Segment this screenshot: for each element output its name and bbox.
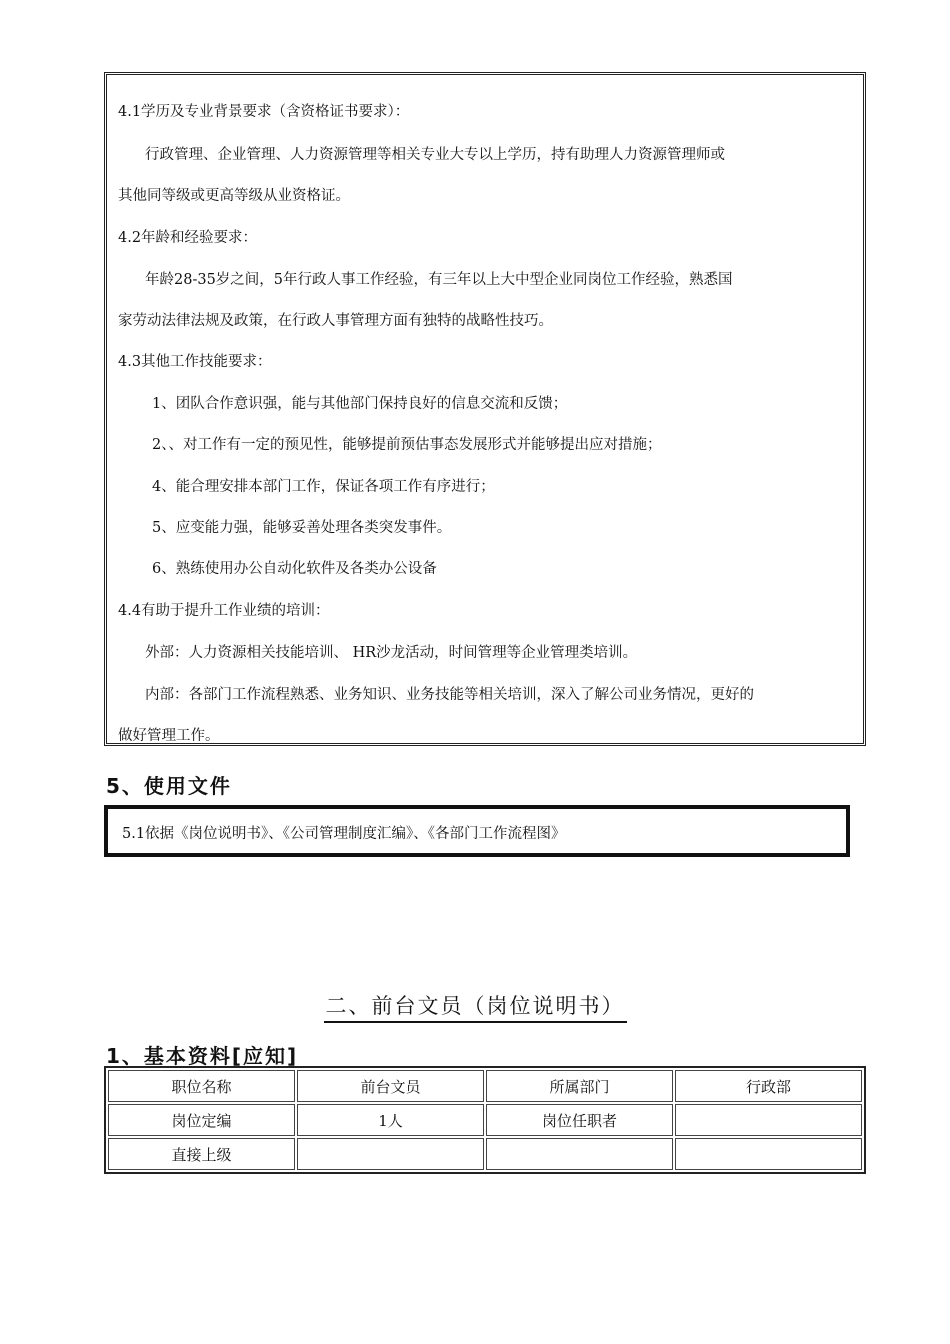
list-item: 4、能合理安排本部门工作，保证各项工作有序进行；: [152, 479, 495, 495]
list-item: 1、团队合作意识强，能与其他部门保持良好的信息交流和反馈；: [152, 396, 568, 412]
list-item: 6、熟练使用办公自动化软件及各类办公设备: [152, 561, 437, 577]
table-cell: 所属部门: [486, 1070, 673, 1102]
table-row: [108, 1138, 862, 1170]
heading-4-4: 4.4有助于提升工作业绩的培训：: [118, 603, 330, 619]
table-row: [108, 1104, 862, 1136]
heading-4-2: 4.2年龄和经验要求：: [118, 230, 258, 246]
paragraph-line: 家劳动法律法规及政策，在行政人事管理方面有独特的战略性技巧。: [118, 313, 553, 329]
table-cell: 行政部: [675, 1070, 862, 1102]
table-row: [108, 1070, 862, 1102]
paragraph-line: 年龄28-35岁之间，5年行政人事工作经验，有三年以上大中型企业同岗位工作经验，熟悉国: [145, 272, 733, 288]
table-cell: [675, 1138, 862, 1170]
document-title-text: 二、前台文员（岗位说明书）: [324, 994, 627, 1023]
table-cell: [297, 1138, 484, 1170]
table-cell: 前台文员: [297, 1070, 484, 1102]
paragraph-line: 行政管理、企业管理、人力资源管理等相关专业大专以上学历，持有助理人力资源管理师或: [145, 147, 725, 163]
heading-4-1: 4.1学历及专业背景要求（含资格证书要求）：: [118, 104, 410, 120]
table-cell: [486, 1138, 673, 1170]
basic-info-table: [104, 1066, 866, 1174]
table-cell: 1人: [297, 1104, 484, 1136]
paragraph-line: 做好管理工作。: [118, 728, 220, 744]
table-cell: [675, 1104, 862, 1136]
list-item: 2、、对工作有一定的预见性，能够提前预估事态发展形式并能够提出应对措施；: [152, 437, 662, 453]
paragraph-line: 外部：人力资源相关技能培训、 HR沙龙活动，时间管理等企业管理类培训。: [145, 645, 638, 661]
documents-text: 5.1依据《岗位说明书》、《公司管理制度汇编》、《各部门工作流程图》: [122, 826, 566, 842]
list-item: 5、应变能力强，能够妥善处理各类突发事件。: [152, 520, 452, 536]
requirements-box: [104, 72, 866, 746]
table-cell: 职位名称: [108, 1070, 295, 1102]
document-title: [0, 990, 950, 1020]
section-heading-1: 1、基本资料[应知]: [106, 1044, 299, 1068]
section-heading-5: 5、使用文件: [106, 774, 232, 798]
paragraph-line: 其他同等级或更高等级从业资格证。: [118, 188, 350, 204]
heading-4-3: 4.3其他工作技能要求：: [118, 354, 272, 370]
documents-box: [104, 805, 850, 857]
paragraph-line: 内部：各部门工作流程熟悉、业务知识、业务技能等相关培训，深入了解公司业务情况，更好的: [145, 687, 754, 703]
table-cell: 岗位任职者: [486, 1104, 673, 1136]
table-cell: 直接上级: [108, 1138, 295, 1170]
table-cell: 岗位定编: [108, 1104, 295, 1136]
